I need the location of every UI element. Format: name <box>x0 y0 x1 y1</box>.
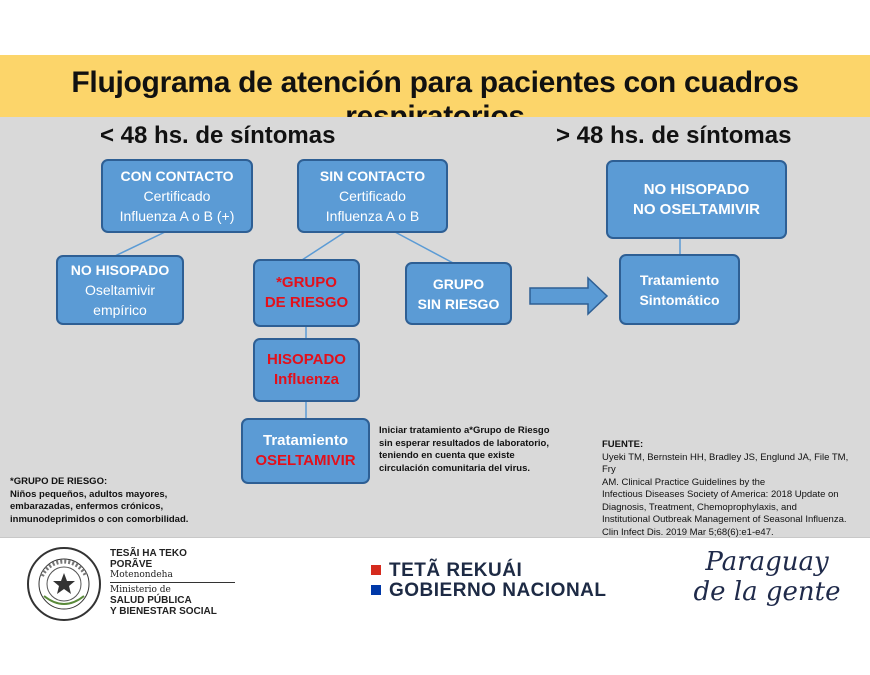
ministry-logo-text <box>110 548 235 617</box>
box-grupo-sin-riesgo-line1: GRUPO <box>432 275 485 292</box>
box-no-hisopado-left-title: NO HISOPADO <box>70 262 170 278</box>
box-no-hisopado-left <box>56 255 184 325</box>
box-grupo-sin-riesgo <box>405 262 512 325</box>
source-label: FUENTE: <box>602 439 644 450</box>
ministry-line6: Y BIENESTAR SOCIAL <box>110 606 217 617</box>
box-no-hisopado-right <box>606 160 787 239</box>
risk-group-note-title: *GRUPO DE RIESGO: <box>10 476 108 487</box>
government-line2: GOBIERNO NACIONAL <box>389 580 607 601</box>
slogan-line2: de la gente <box>693 577 841 607</box>
box-no-hisopado-right-line2: NO OSELTAMIVIR <box>633 200 760 218</box>
box-sin-contacto-title: SIN CONTACTO <box>319 168 426 184</box>
box-hisopado-line2: Influenza <box>273 371 339 388</box>
risk-group-note-line2: Niños pequeños, adultos mayores, <box>10 488 168 500</box>
risk-group-note <box>10 476 240 526</box>
footer-divider <box>0 537 870 538</box>
connector-con-contacto-to-no-hisopado <box>115 232 165 256</box>
ministry-line2: PORÃVE <box>110 559 153 570</box>
flag-red-square-icon <box>371 565 381 575</box>
heading-less-48h: < 48 hs. de síntomas <box>100 122 336 149</box>
treatment-note <box>379 425 579 475</box>
box-grupo-riesgo-line2: DE RIESGO <box>264 294 349 311</box>
box-no-hisopado-right-line1: NO HISOPADO <box>643 180 750 198</box>
treatment-note-line4: circulación comunitaria del virus. <box>379 462 530 474</box>
box-hisopado-line1: HISOPADO <box>267 351 346 368</box>
treatment-note-line1: Iniciar tratamiento a*Grupo de Riesgo <box>379 425 550 436</box>
source-line3: Infectious Diseases Society of America: 2018 Update on <box>602 489 839 500</box>
box-sin-contacto <box>297 159 448 233</box>
slogan <box>682 547 852 607</box>
connector-sin-contacto-to-sin-riesgo <box>395 232 455 264</box>
arrow-right-icon <box>530 278 607 314</box>
connector-sin-contacto-to-grupo-riesgo <box>302 232 345 260</box>
source-line6: Clin Infect Dis. 2019 Mar 5;68(6):e1-e47. <box>602 526 774 538</box>
box-con-contacto-line3: Influenza A o B (+) <box>119 208 235 224</box>
box-tratamiento-sintomatico-line1: Tratamiento <box>639 271 720 288</box>
ministry-line3: Motenondeha <box>110 570 235 583</box>
box-tratamiento-oseltamivir-line2: OSELTAMIVIR <box>255 452 356 469</box>
ministry-line4: Ministerio de <box>110 585 171 595</box>
source-line1: Uyeki TM, Bernstein HH, Bradley JS, Englund JA, File TM, Fry <box>602 451 849 475</box>
ministry-line1: TESÃI HA TEKO <box>110 548 187 559</box>
government-line1: TETÃ REKUÁI <box>389 560 523 581</box>
box-con-contacto <box>101 159 253 233</box>
ministry-line5: SALUD PÚBLICA <box>110 595 192 606</box>
risk-group-note-line4: inmunodeprimidos o con comorbilidad. <box>10 513 189 525</box>
box-grupo-sin-riesgo-line2: SIN RIESGO <box>417 295 500 312</box>
source-line5: Institutional Outbreak Management of Seasonal Influenza. <box>602 514 847 525</box>
risk-group-note-line3: embarazadas, enfermos crónicos, <box>10 501 164 512</box>
box-sin-contacto-line2: Certificado <box>339 188 406 204</box>
national-seal-icon <box>26 546 102 622</box>
box-grupo-riesgo-line1: *GRUPO <box>276 274 337 291</box>
box-no-hisopado-left-line3: empírico <box>93 302 147 318</box>
slogan-line1: Paraguay <box>705 547 829 577</box>
box-tratamiento-oseltamivir <box>241 418 370 484</box>
page-title: Flujograma de atención para pacientes con cuadros <box>71 66 799 99</box>
box-tratamiento-sintomatico-line2: Sintomático <box>639 291 720 308</box>
source-line4: Diagnosis, Treatment, Chemoprophylaxis, and <box>602 501 797 513</box>
box-no-hisopado-left-line2: Oseltamivir <box>84 282 155 298</box>
treatment-note-line2: sin esperar resultados de laboratorio, <box>379 437 549 449</box>
flag-blue-square-icon <box>371 585 381 595</box>
source-citation <box>602 439 864 539</box>
box-tratamiento-oseltamivir-line1: Tratamiento <box>262 432 349 449</box>
box-grupo-riesgo <box>253 259 360 327</box>
treatment-note-line3: teniendo en cuenta que existe <box>379 450 515 461</box>
source-line2: AM. Clinical Practice Guidelines by the <box>602 476 766 488</box>
heading-more-48h: > 48 hs. de síntomas <box>556 122 792 149</box>
box-con-contacto-line2: Certificado <box>143 188 211 204</box>
box-sin-contacto-line3: Influenza A o B <box>325 208 420 224</box>
box-hisopado <box>253 338 360 402</box>
box-con-contacto-title: CON CONTACTO <box>120 168 234 184</box>
box-tratamiento-sintomatico <box>619 254 740 325</box>
